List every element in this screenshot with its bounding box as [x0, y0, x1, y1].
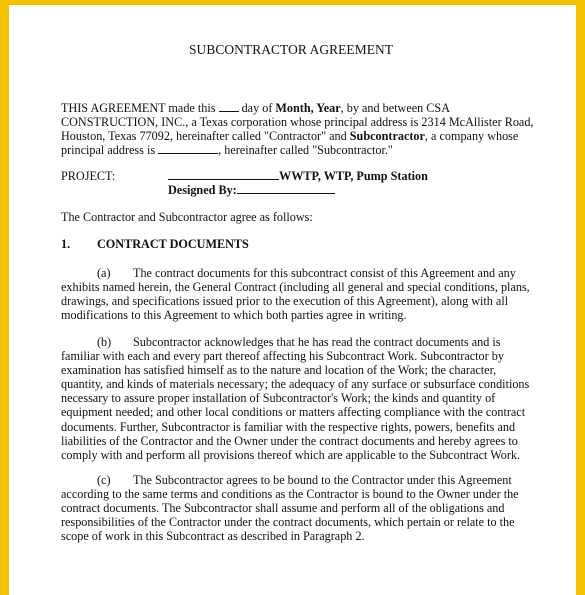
paragraph-b-label: (b): [97, 335, 112, 349]
agree-line: The Contractor and Subcontractor agree as follows:: [61, 210, 313, 224]
project-label: PROJECT:: [61, 169, 116, 183]
paragraph-b: (b) Subcontractor acknowledges that he has read the contract documents and is familiar with each and every part thereof affecting his Subcontract Work. Subcontractor by examination has satisfied himself as to the nature and location of the Work; the character, quantity, and kinds of materials necessary; the adequacy of any surface or subsurface conditions necessary to assure proper installation of Subcontractor's Work; the kinds and quantity of equipment needed; and other local conditions or matters affecting compliance with the contract documents. Further, Subcontractor is familiar with the respective rights, powers, benefits and liabilities of the Contractor and the Owner under the contract documents and hereby agrees to comply with and perform all provisions thereof which are applicable to the Subcontract Work.: [61, 335, 530, 462]
project-name: WWTP, WTP, Pump Station: [168, 169, 428, 184]
intro-line-3: Houston, Texas 77092, hereinafter called "Contractor" and Subcontractor, a company whose: [61, 129, 519, 144]
intro-line-1: THIS AGREEMENT made this day of Month, Year, by and between CSA: [61, 101, 451, 115]
paragraph-a-label: (a): [97, 266, 111, 280]
project-blank[interactable]: [168, 169, 279, 180]
intro-line-4: principal address is , hereinafter called "Subcontractor.": [61, 143, 393, 158]
intro-line-2: CONSTRUCTION, INC., a Texas corporation whose principal address is 2314 McAllister Road,: [61, 115, 534, 130]
month-placeholder: Month: [275, 101, 311, 115]
section-1-heading: 1. CONTRACT DOCUMENTS: [61, 237, 249, 251]
day-blank[interactable]: [219, 101, 239, 112]
document-page: [9, 5, 576, 595]
year-placeholder: Year: [316, 101, 341, 115]
principal-address-blank[interactable]: [158, 143, 218, 154]
paragraph-a: (a) The contract documents for this subcontract consist of this Agreement and any exhibits named herein, the General Contract (including all general and special conditions, plans, drawings, and specifications issued prior to the execution of this Agreement), along with all modifications to this Agreement to which both parties agree in writing.: [61, 266, 530, 323]
designed-by: Designed By:: [168, 183, 335, 198]
paragraph-c-label: (c): [97, 473, 111, 487]
paragraph-c: (c) The Subcontractor agrees to be bound to the Contractor under this Agreement according to the same terms and conditions as the Contractor is bound to the Owner under the contract documents. The Subcontractor shall assume and perform all of the obligations and responsibilities of the Contractor under the contract documents, which pertain or relate to the scope of work in this Subcontract as described in Paragraph 2.: [61, 473, 519, 544]
designed-by-blank[interactable]: [237, 183, 335, 194]
intro-paragraph: [61, 101, 534, 158]
document-title: SUBCONTRACTOR AGREEMENT: [189, 42, 394, 57]
